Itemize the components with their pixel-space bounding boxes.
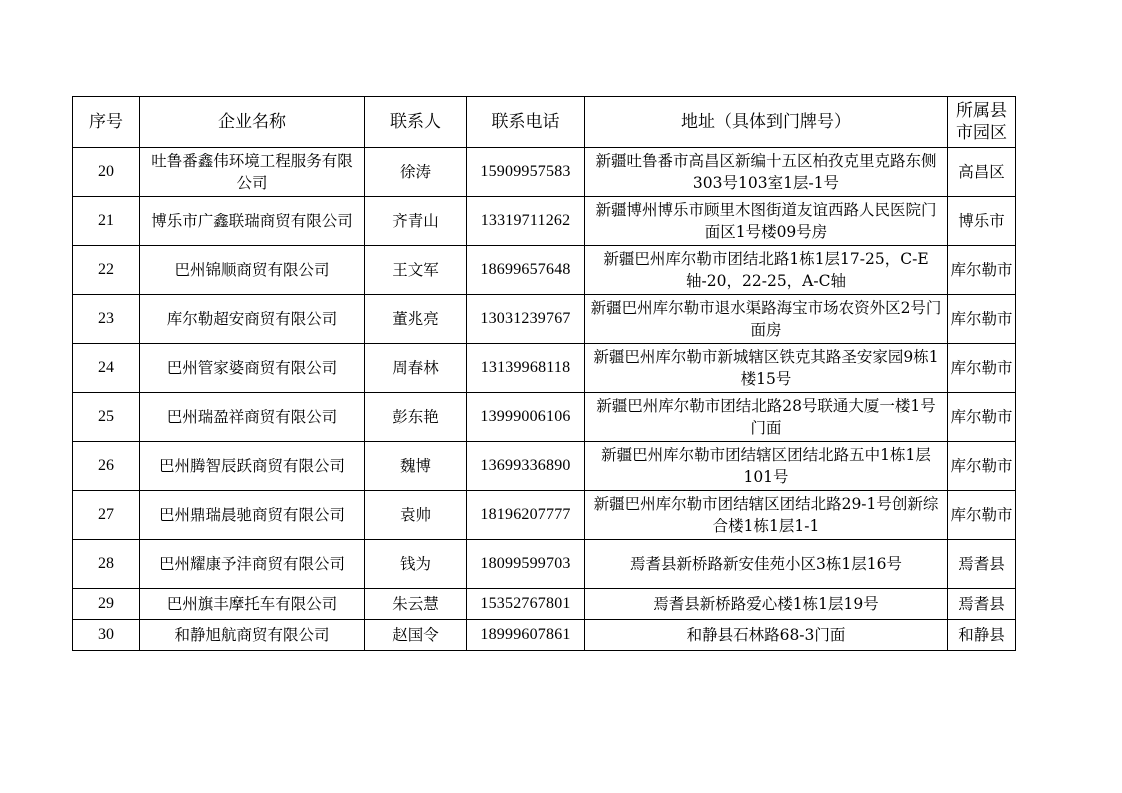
cell-phone: 18099599703 (467, 540, 585, 589)
cell-phone: 13999006106 (467, 393, 585, 442)
cell-contact: 袁帅 (365, 491, 467, 540)
cell-phone: 18999607861 (467, 620, 585, 651)
cell-address: 新疆巴州库尔勒市团结辖区团结北路29-1号创新综合楼1栋1层1-1 (585, 491, 948, 540)
header-index: 序号 (73, 97, 140, 148)
cell-company: 库尔勒超安商贸有限公司 (140, 295, 365, 344)
cell-county: 库尔勒市 (948, 393, 1016, 442)
cell-contact: 周春林 (365, 344, 467, 393)
cell-company: 巴州旗丰摩托车有限公司 (140, 589, 365, 620)
cell-index: 20 (73, 148, 140, 197)
cell-contact: 彭东艳 (365, 393, 467, 442)
cell-index: 26 (73, 442, 140, 491)
header-county: 所属县市园区 (948, 97, 1016, 148)
cell-index: 21 (73, 197, 140, 246)
cell-company: 和静旭航商贸有限公司 (140, 620, 365, 651)
cell-phone: 13031239767 (467, 295, 585, 344)
cell-contact: 董兆亮 (365, 295, 467, 344)
cell-contact: 徐涛 (365, 148, 467, 197)
cell-index: 25 (73, 393, 140, 442)
cell-index: 27 (73, 491, 140, 540)
cell-county: 博乐市 (948, 197, 1016, 246)
table-row (73, 246, 1016, 295)
cell-company: 巴州耀康予沣商贸有限公司 (140, 540, 365, 589)
cell-address: 焉耆县新桥路新安佳苑小区3栋1层16号 (585, 540, 948, 589)
cell-index: 30 (73, 620, 140, 651)
header-phone: 联系电话 (467, 97, 585, 148)
cell-company: 巴州鼎瑞晨驰商贸有限公司 (140, 491, 365, 540)
cell-index: 24 (73, 344, 140, 393)
cell-phone: 15909957583 (467, 148, 585, 197)
cell-contact: 钱为 (365, 540, 467, 589)
cell-company: 博乐市广鑫联瑞商贸有限公司 (140, 197, 365, 246)
cell-address: 新疆博州博乐市顾里木图街道友谊西路人民医院门面区1号楼09号房 (585, 197, 948, 246)
cell-address: 新疆巴州库尔勒市退水渠路海宝市场农资外区2号门面房 (585, 295, 948, 344)
cell-phone: 13319711262 (467, 197, 585, 246)
header-address: 地址（具体到门牌号） (585, 97, 948, 148)
cell-company: 吐鲁番鑫伟环境工程服务有限公司 (140, 148, 365, 197)
cell-county: 焉耆县 (948, 589, 1016, 620)
cell-contact: 朱云慧 (365, 589, 467, 620)
cell-company: 巴州锦顺商贸有限公司 (140, 246, 365, 295)
cell-contact: 王文军 (365, 246, 467, 295)
table-row (73, 393, 1016, 442)
cell-county: 库尔勒市 (948, 295, 1016, 344)
cell-contact: 赵国令 (365, 620, 467, 651)
table-row (73, 589, 1016, 620)
cell-address: 新疆巴州库尔勒市新城辖区铁克其路圣安家园9栋1楼15号 (585, 344, 948, 393)
table-header-row (73, 97, 1016, 148)
cell-county: 库尔勒市 (948, 491, 1016, 540)
cell-company: 巴州管家婆商贸有限公司 (140, 344, 365, 393)
table-row (73, 620, 1016, 651)
cell-index: 23 (73, 295, 140, 344)
table-row (73, 197, 1016, 246)
table-row (73, 540, 1016, 589)
cell-address: 新疆巴州库尔勒市团结北路28号联通大厦一楼1号门面 (585, 393, 948, 442)
cell-company: 巴州腾智辰跃商贸有限公司 (140, 442, 365, 491)
cell-index: 22 (73, 246, 140, 295)
table-row (73, 344, 1016, 393)
cell-contact: 魏博 (365, 442, 467, 491)
table-row (73, 442, 1016, 491)
cell-company: 巴州瑞盈祥商贸有限公司 (140, 393, 365, 442)
cell-phone: 13699336890 (467, 442, 585, 491)
cell-address: 新疆巴州库尔勒市团结辖区团结北路五中1栋1层101号 (585, 442, 948, 491)
cell-address: 新疆巴州库尔勒市团结北路1栋1层17-25，C-E轴-20，22-25，A-C轴 (585, 246, 948, 295)
table-row (73, 148, 1016, 197)
cell-address: 焉耆县新桥路爱心楼1栋1层19号 (585, 589, 948, 620)
cell-address: 和静县石林路68-3门面 (585, 620, 948, 651)
cell-index: 29 (73, 589, 140, 620)
table-row (73, 295, 1016, 344)
cell-index: 28 (73, 540, 140, 589)
enterprise-table-container (72, 96, 1016, 651)
header-company: 企业名称 (140, 97, 365, 148)
cell-county: 焉耆县 (948, 540, 1016, 589)
enterprise-table (72, 96, 1016, 651)
header-contact: 联系人 (365, 97, 467, 148)
cell-county: 库尔勒市 (948, 344, 1016, 393)
cell-county: 高昌区 (948, 148, 1016, 197)
cell-county: 和静县 (948, 620, 1016, 651)
table-row (73, 491, 1016, 540)
cell-address: 新疆吐鲁番市高昌区新编十五区柏孜克里克路东侧303号103室1层-1号 (585, 148, 948, 197)
cell-phone: 18196207777 (467, 491, 585, 540)
cell-phone: 15352767801 (467, 589, 585, 620)
cell-phone: 18699657648 (467, 246, 585, 295)
cell-contact: 齐青山 (365, 197, 467, 246)
cell-county: 库尔勒市 (948, 246, 1016, 295)
cell-phone: 13139968118 (467, 344, 585, 393)
cell-county: 库尔勒市 (948, 442, 1016, 491)
